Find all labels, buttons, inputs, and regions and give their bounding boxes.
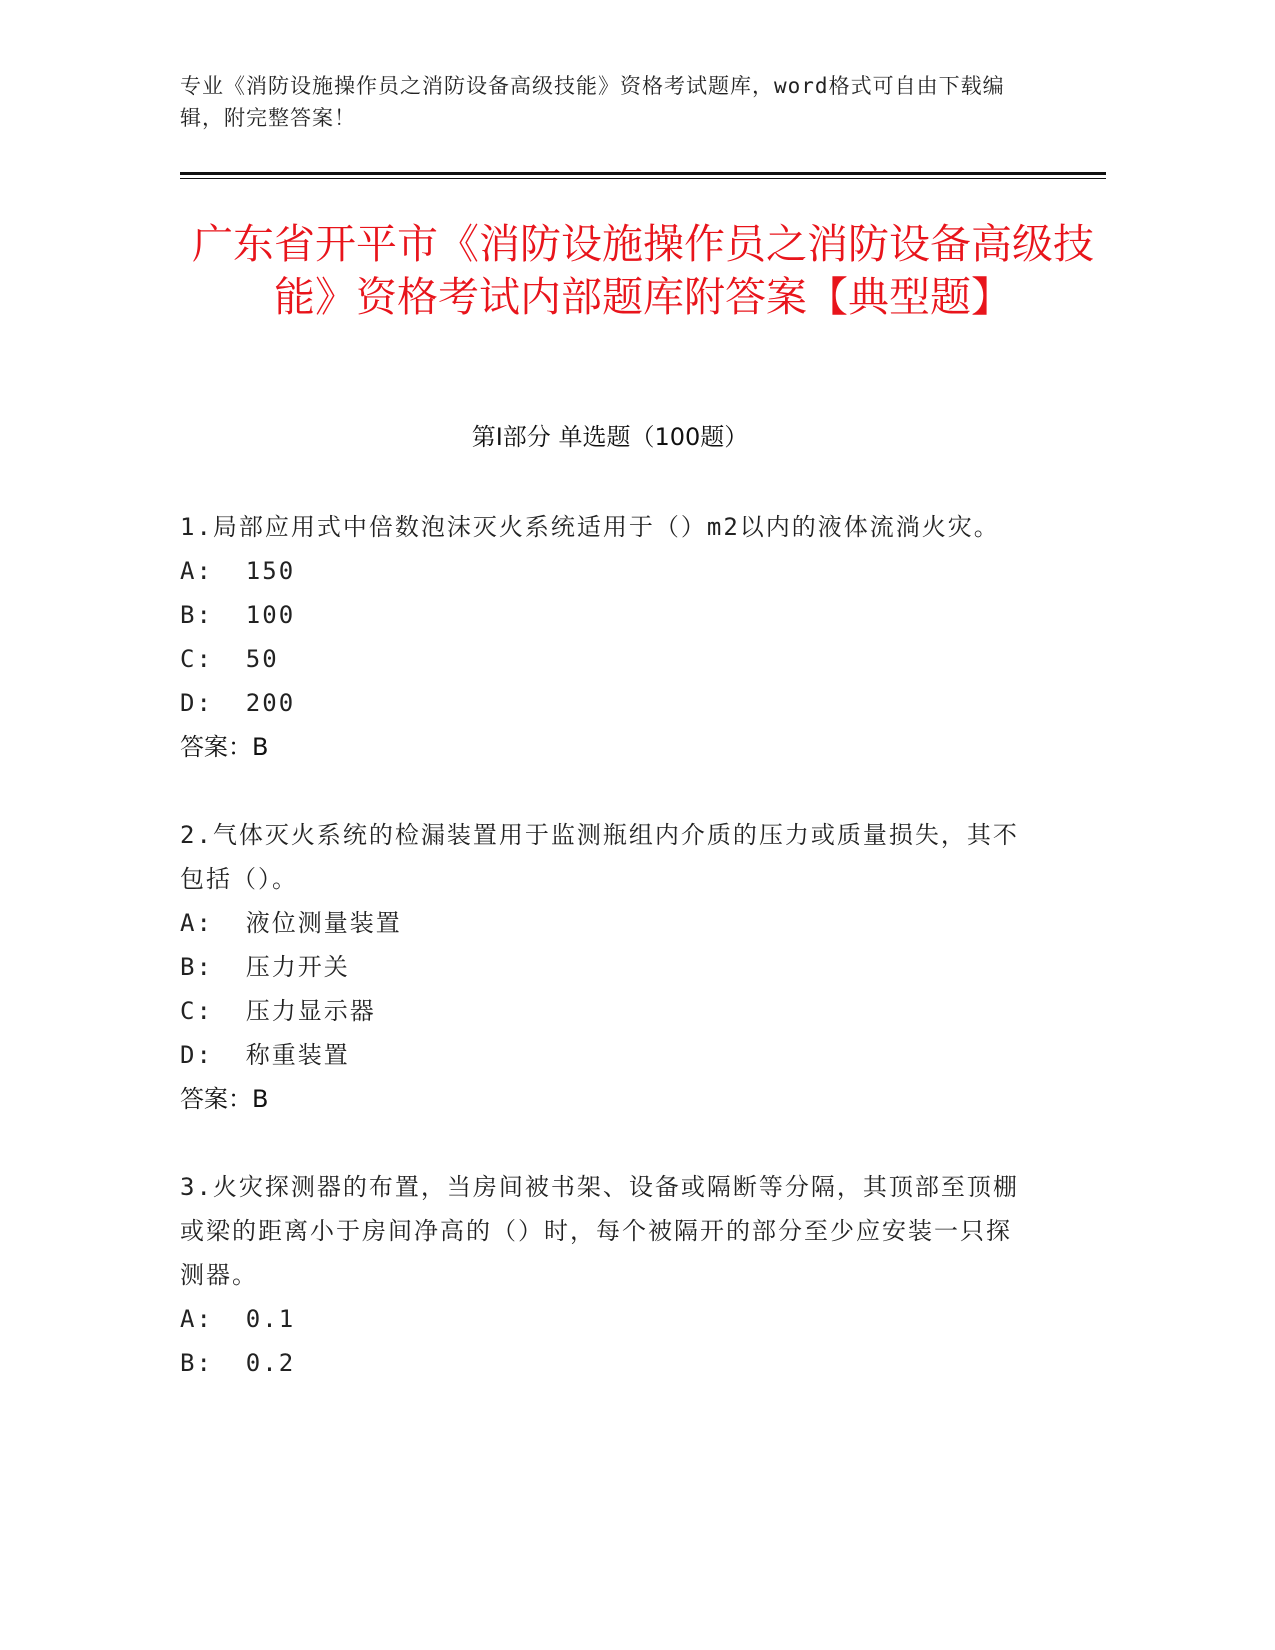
question-stem: 1.局部应用式中倍数泡沫灭火系统适用于（）m2以内的液体流淌火灾。 xyxy=(180,513,1000,541)
option-c: C: 50 xyxy=(180,645,279,673)
option-c: C: 压力显示器 xyxy=(180,997,376,1025)
question-1 xyxy=(180,505,1030,769)
question-2 xyxy=(180,813,1030,1121)
answer: 答案：B xyxy=(180,733,269,761)
question-stem: 3.火灾探测器的布置，当房间被书架、设备或隔断等分隔，其顶部至顶棚或梁的距离小于房间净高的（）时，每个被隔开的部分至少应安装一只探测器。 xyxy=(180,1173,1019,1289)
question-stem: 2.气体灭火系统的检漏装置用于监测瓶组内介质的压力或质量损失，其不包括（）。 xyxy=(180,821,1019,893)
option-b: B: 0.2 xyxy=(180,1349,296,1377)
option-a: A: 150 xyxy=(180,557,296,585)
document-page xyxy=(180,0,1106,1650)
header-divider-thin xyxy=(180,178,1106,179)
header-divider-thick xyxy=(180,172,1106,175)
section-title: 第Ⅰ部分 单选题（100题） xyxy=(471,423,749,451)
option-a: A: 0.1 xyxy=(180,1305,296,1333)
answer: 答案：B xyxy=(180,1085,269,1113)
header-note: 专业《消防设施操作员之消防设备高级技能》资格考试题库，word格式可自由下载编辑，附完整答案！ xyxy=(180,74,1005,130)
question-3 xyxy=(180,1165,1030,1385)
option-a: A: 液位测量装置 xyxy=(180,909,402,937)
option-b: B: 压力开关 xyxy=(180,953,350,981)
option-d: D: 称重装置 xyxy=(180,1041,350,1069)
option-d: D: 200 xyxy=(180,689,296,717)
question-list xyxy=(180,505,1030,1429)
document-title: 广东省开平市《消防设施操作员之消防设备高级技能》资格考试内部题库附答案【典型题】 xyxy=(192,220,1094,321)
option-b: B: 100 xyxy=(180,601,296,629)
